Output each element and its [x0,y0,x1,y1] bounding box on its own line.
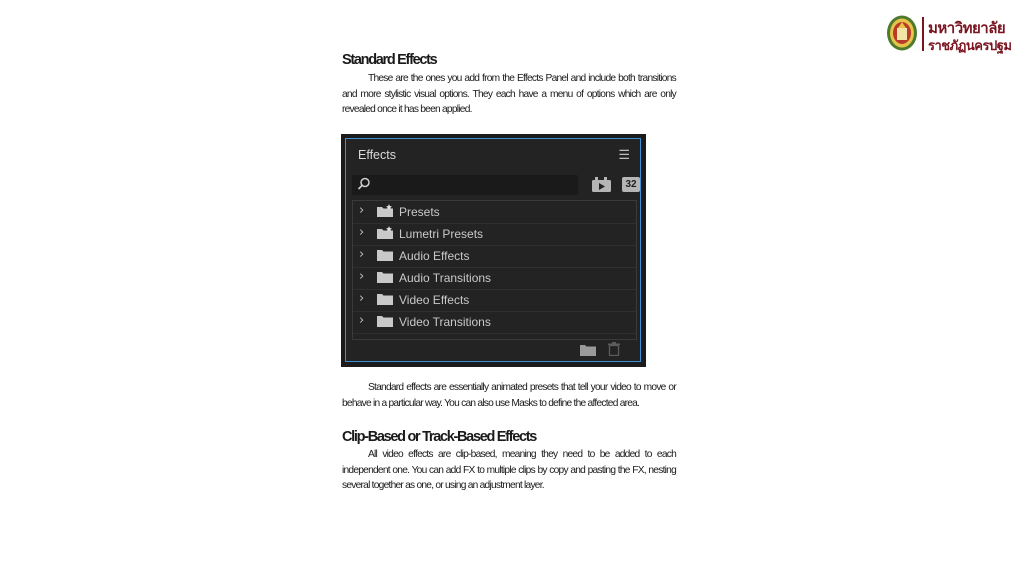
folder-icon [377,292,393,306]
chevron-right-icon: › [359,269,365,284]
chevron-right-icon: › [359,291,365,306]
trash-icon [608,342,620,356]
bin-row-lumetri-presets[interactable] [353,223,636,246]
logo-text-line1: มหาวิทยาลัย [928,19,1006,37]
bin-row-video-effects[interactable] [353,289,636,312]
star-folder-icon [377,204,393,218]
chevron-right-icon: › [359,225,365,240]
bin-label: Video Effects [399,293,470,307]
star-folder-icon [377,226,393,240]
accelerated-effects-icon [592,177,612,192]
bin-row-audio-effects[interactable] [353,245,636,268]
bin-label: Lumetri Presets [399,227,484,241]
bin-row-audio-transitions[interactable] [353,267,636,290]
bin-label: Video Transitions [399,315,491,329]
section-heading-clip-based-effects: Clip-Based or Track-Based Effects [342,429,537,445]
new-bin-icon [580,344,596,356]
bin-row-presets[interactable] [353,201,636,224]
chevron-right-icon: › [359,203,365,218]
logo-divider [922,17,924,51]
effects-bin-list [352,200,637,340]
folder-icon [377,270,393,284]
chevron-right-icon: › [359,313,365,328]
search-icon [357,177,371,191]
effects-search-field [352,175,578,195]
32-bit-color-icon: 32 [622,177,640,192]
paragraph-clip-based-effects: All video effects are clip-based, meaning they need to be added to each independent one. You can add FX to multiple clips by copy and pasting the FX, nesting several together as one, or using an adjustment layer. [342,449,676,491]
bin-label: Audio Transitions [399,271,492,285]
hamburger-icon: ☰ [618,147,630,162]
university-seal-icon [886,14,918,52]
paragraph-standard-effects-presets: Standard effects are essentially animated presets that tell your video to move or behave in a particular way. You can also use Masks to define the affected area. [342,382,676,409]
folder-icon [377,248,393,262]
chevron-right-icon: › [359,247,365,262]
university-logo [886,14,1016,54]
effects-panel-image [341,134,646,367]
section-heading-standard-effects: Standard Effects [342,52,437,68]
effects-panel-frame [345,138,641,362]
logo-text-line2: ราชภัฏนครปฐม [928,39,1012,54]
bin-row-video-transitions[interactable] [353,311,636,334]
bin-label: Presets [399,205,440,219]
paragraph-standard-effects-intro: These are the ones you add from the Effects Panel and include both transitions and more stylistic visual options. They each have a menu of options which are only revealed once it has been applied. [342,73,676,115]
bin-label: Audio Effects [399,249,470,263]
effects-panel-title: Effects [358,148,396,162]
folder-icon [377,314,393,328]
